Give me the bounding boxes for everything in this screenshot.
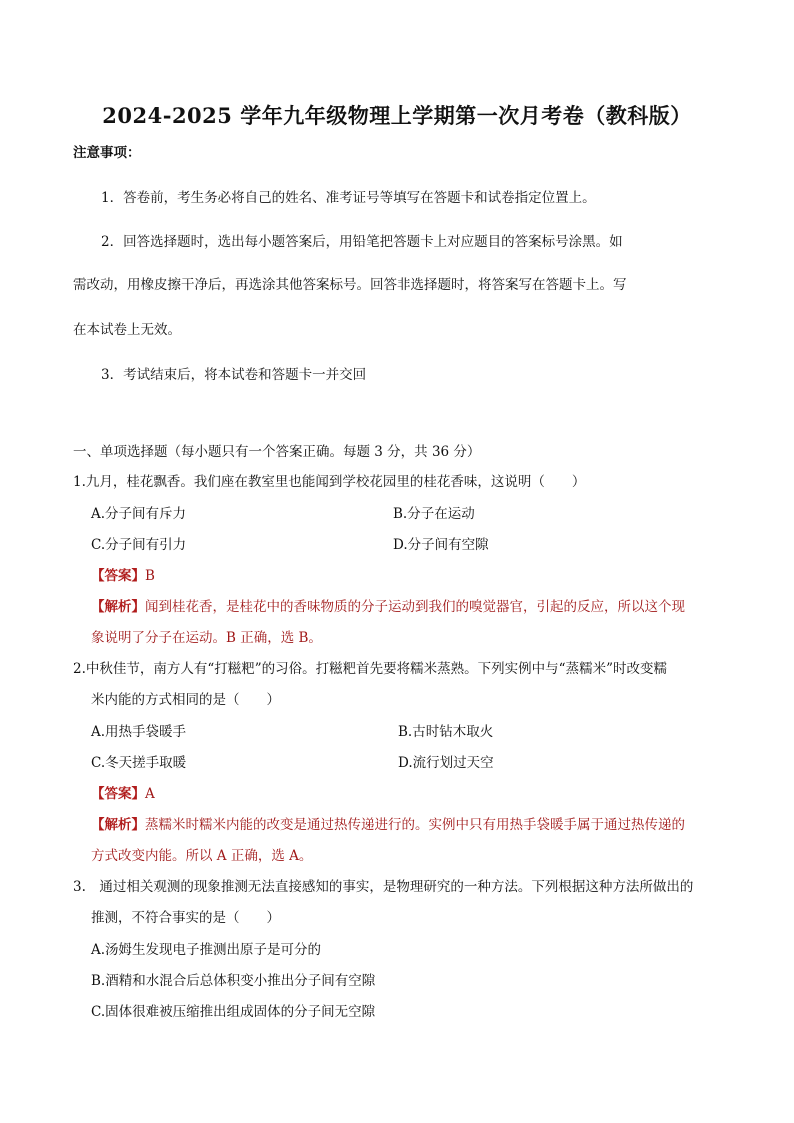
question-2-answer	[91, 785, 155, 803]
question-1-analysis	[91, 598, 685, 616]
question-1-stem: 1.九月，桂花飘香。我们座在教室里也能闻到学校花园里的桂花香味，这说明（ ）	[73, 474, 586, 490]
answer-value: B	[145, 568, 155, 584]
question-2-option-d: D.流行划过天空	[398, 755, 494, 771]
notice-heading: 注意事项：	[73, 145, 141, 161]
notice-item-2-end: 在本试卷上无效。	[73, 322, 181, 338]
question-1-analysis-cont: 象说明了分子在运动。B 正确，选 B。	[91, 630, 322, 646]
analysis-tag: 【解析】	[91, 599, 145, 615]
question-2-stem-cont: 米内能的方式相同的是（ ）	[91, 692, 280, 708]
question-3-option-a: A.汤姆生发现电子推测出原子是可分的	[91, 942, 322, 958]
question-3-stem-cont: 推测，不符合事实的是（ ）	[91, 910, 280, 926]
question-3-option-b: B.酒精和水混合后总体积变小推出分子间有空隙	[91, 973, 376, 989]
section-heading: 一、单项选择题（每小题只有一个答案正确。每题 3 分，共 36 分）	[73, 444, 481, 460]
question-2-stem: 2.中秋佳节，南方人有“打糍粑”的习俗。打糍粑首先要将糯米蒸熟。下列实例中与“蒸糯米”时改变糯	[73, 661, 667, 677]
notice-item-2-cont: 需改动，用橡皮擦干净后，再选涂其他答案标号。回答非选择题时，将答案写在答题卡上。写	[73, 277, 627, 293]
analysis-text: 蒸糯米时糯米内能的改变是通过热传递进行的。实例中只有用热手袋暖手属于通过热传递的	[145, 817, 685, 833]
question-1-option-c: C.分子间有引力	[91, 537, 187, 553]
answer-value: A	[145, 786, 155, 802]
question-1-answer	[91, 567, 155, 585]
question-2-option-a: A.用热手袋暖手	[91, 724, 187, 740]
analysis-text: 闻到桂花香，是桂花中的香味物质的分子运动到我们的嗅觉器官，引起的反应，所以这个现	[145, 599, 685, 615]
exam-title: 2024-2025 学年九年级物理上学期第一次月考卷（教科版）	[102, 103, 692, 128]
question-2-option-c: C.冬天搓手取暖	[91, 755, 187, 771]
question-3-option-c: C.固体很难被压缩推出组成固体的分子间无空隙	[91, 1004, 376, 1020]
answer-tag: 【答案】	[91, 786, 145, 802]
question-3-stem: 3. 通过相关观测的现象推测无法直接感知的事实，是物理研究的一种方法。下列根据这种方法所做出的	[73, 879, 694, 895]
question-2-option-b: B.古时钻木取火	[398, 724, 494, 740]
question-2-analysis-cont: 方式改变内能。所以 A 正确，选 A。	[91, 848, 313, 864]
question-1-option-b: B.分子在运动	[393, 506, 475, 522]
question-1-option-d: D.分子间有空隙	[393, 537, 489, 553]
answer-tag: 【答案】	[91, 568, 145, 584]
notice-item-3: 3．考试结束后，将本试卷和答题卡一并交回	[101, 367, 367, 383]
question-2-analysis	[91, 816, 685, 834]
analysis-tag: 【解析】	[91, 817, 145, 833]
notice-item-1: 1．答卷前，考生务必将自己的姓名、准考证号等填写在答题卡和试卷指定位置上。	[101, 190, 596, 206]
notice-item-2: 2．回答选择题时，选出每小题答案后，用铅笔把答题卡上对应题目的答案标号涂黑。如	[101, 234, 623, 250]
question-1-option-a: A.分子间有斥力	[91, 506, 187, 522]
